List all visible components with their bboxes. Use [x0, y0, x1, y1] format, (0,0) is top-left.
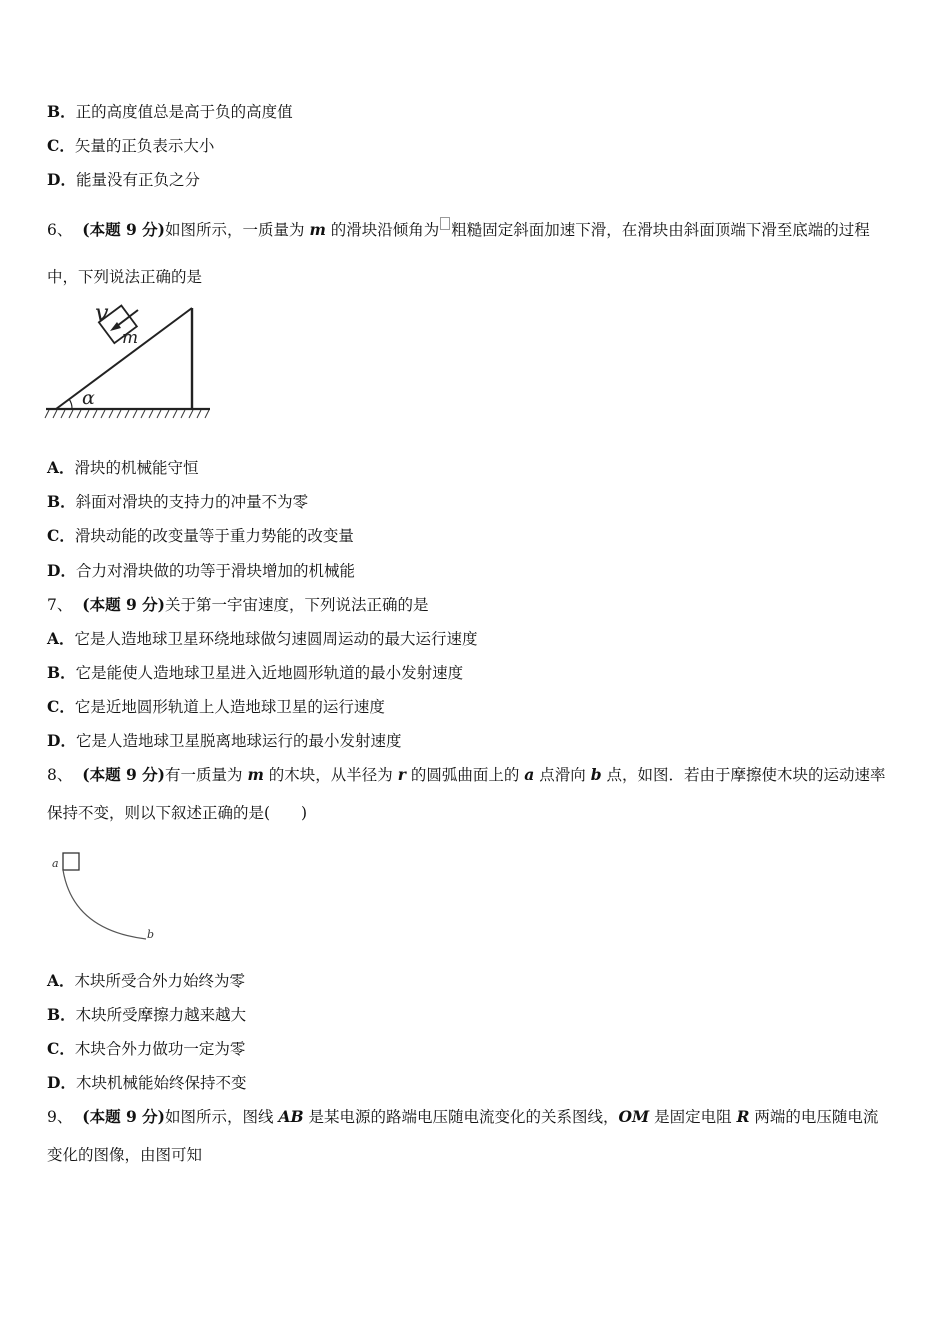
- q8-option-b: B．木块所受摩擦力越来越大: [47, 1005, 247, 1024]
- angle-arc: [69, 399, 72, 409]
- q5-option-d: D．能量没有正负之分: [47, 170, 200, 189]
- q5-option-b: B．正的高度值总是高于负的高度值: [47, 102, 293, 121]
- q7-option-c: C．它是近地圆形轨道上人造地球卫星的运行速度: [47, 697, 385, 716]
- q8-option-c: C．木块合外力做功一定为零: [47, 1039, 246, 1058]
- q9-stem-line2: 变化的图像，由图可知: [47, 1146, 203, 1164]
- q7-stem: 7、 (本题 9 分)关于第一宇宙速度，下列说法正确的是: [47, 595, 429, 614]
- missing-symbol-box: [440, 217, 450, 230]
- q8-stem-line2: 保持不变，则以下叙述正确的是( ): [47, 804, 308, 822]
- velocity-label: v: [95, 299, 109, 327]
- q6-option-d: D．合力对滑块做的功等于滑块增加的机械能: [47, 561, 355, 580]
- wood-block: [63, 853, 79, 870]
- point-a-label: a: [52, 857, 59, 870]
- q6-option-c: C．滑块动能的改变量等于重力势能的改变量: [47, 526, 354, 545]
- q9-stem: 9、 (本题 9 分)如图所示，图线 AB 是某电源的路端电压随电流变化的关系图线，OM 是固定电阻 R 两端的电压随电流: [47, 1107, 879, 1126]
- q6-option-b: B．斜面对滑块的支持力的冲量不为零: [47, 492, 309, 511]
- point-b-label: b: [147, 928, 155, 941]
- arc-figure: [46, 848, 166, 948]
- q7-option-b: B．它是能使人造地球卫星进入近地圆形轨道的最小发射速度: [47, 663, 464, 682]
- ground-hatching: [45, 410, 209, 418]
- q5-option-c: C．矢量的正负表示大小: [47, 136, 215, 155]
- arc-surface: [63, 870, 146, 939]
- q6-stem: 6、 (本题 9 分)如图所示，一质量为 m 的滑块沿倾角为 粗糙固定斜面加速下滑，在滑块由斜面顶端下滑至底端的过程: [47, 217, 870, 240]
- q7-option-a: A．它是人造地球卫星环绕地球做匀速圆周运动的最大运行速度: [47, 629, 478, 648]
- q8-option-a: A．木块所受合外力始终为零: [47, 971, 246, 990]
- q6-option-a: A．滑块的机械能守恒: [47, 458, 199, 477]
- q6-stem-line2: 中，下列说法正确的是: [47, 268, 203, 286]
- q7-option-d: D．它是人造地球卫星脱离地球运行的最小发射速度: [47, 731, 402, 750]
- q8-option-d: D．木块机械能始终保持不变: [47, 1073, 247, 1092]
- incline-figure: [40, 298, 220, 428]
- angle-label: α: [82, 387, 95, 409]
- q8-stem: 8、 (本题 9 分)有一质量为 m 的木块，从半径为 r 的圆弧曲面上的 a 点滑向 b 点，如图．若由于摩擦使木块的运动速率: [47, 765, 886, 784]
- block-mass-label: m: [122, 328, 139, 348]
